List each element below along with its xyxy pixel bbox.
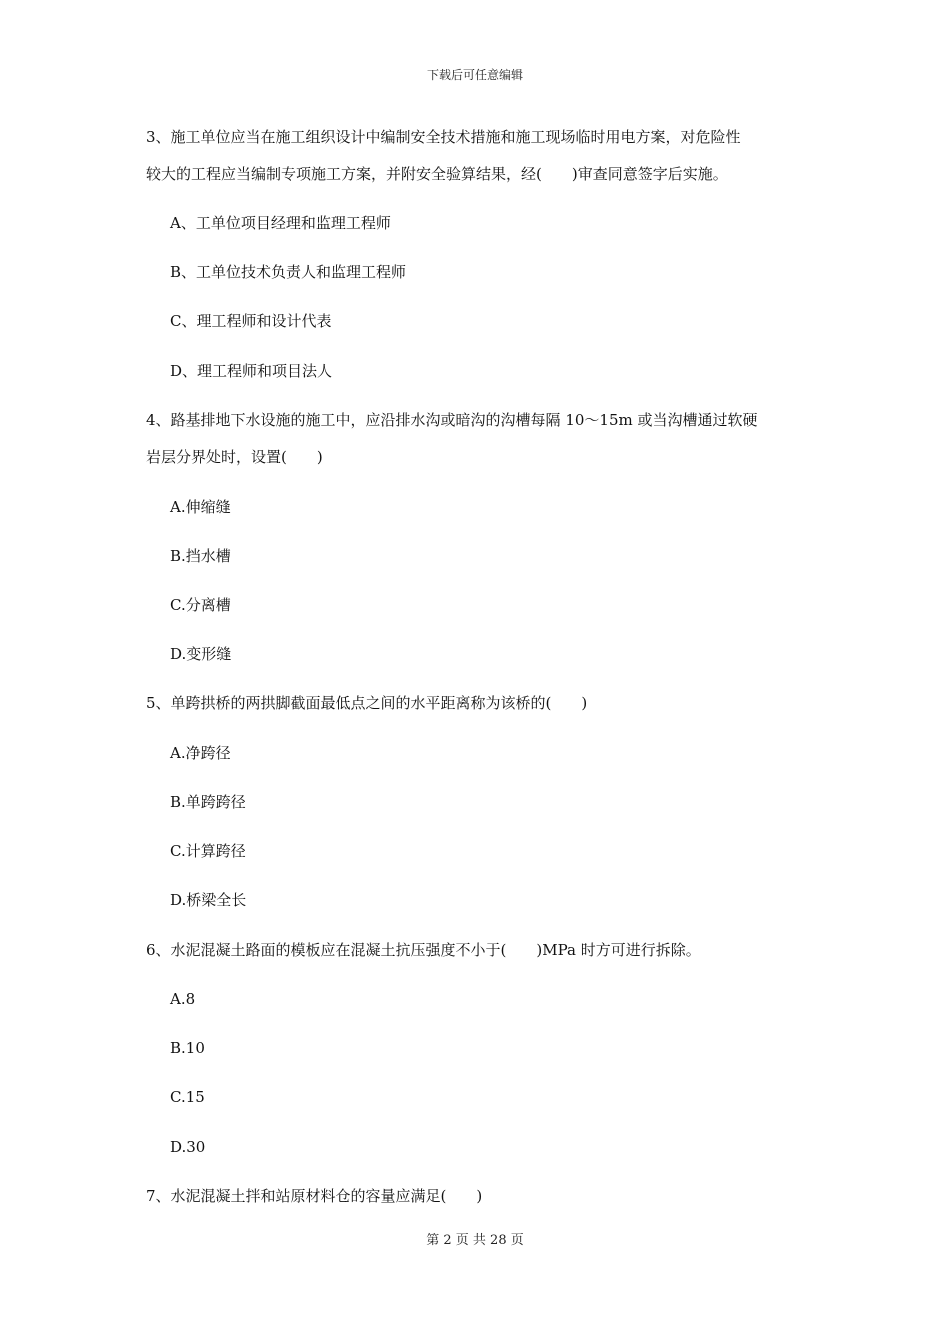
- question-3-line-2: 较大的工程应当编制专项施工方案，并附安全验算结果，经( )审查同意签字后实施。: [146, 165, 728, 183]
- question-4-option-c: C.分离槽: [170, 596, 231, 614]
- question-3-line-1: 3、施工单位应当在施工组织设计中编制安全技术措施和施工现场临时用电方案，对危险性: [146, 128, 741, 146]
- question-3-option-d: D、理工程师和项目法人: [170, 362, 333, 380]
- question-5-option-c: C.计算跨径: [170, 842, 246, 860]
- page-header: 下载后可任意编辑: [426, 68, 523, 82]
- question-4-line-1: 4、路基排地下水设施的施工中，应沿排水沟或暗沟的沟槽每隔 10～15m 或当沟槽通过软硬: [146, 411, 758, 429]
- question-6-option-b: B.10: [170, 1039, 205, 1057]
- question-4-option-d: D.变形缝: [170, 645, 232, 663]
- question-5-option-d: D.桥梁全长: [170, 891, 247, 909]
- question-5-option-a: A.净跨径: [170, 744, 231, 762]
- question-5-line-1: 5、单跨拱桥的两拱脚截面最低点之间的水平距离称为该桥的( ): [146, 694, 588, 712]
- question-3-option-a: A、工单位项目经理和监理工程师: [170, 214, 391, 232]
- question-6-option-a: A.8: [170, 990, 196, 1008]
- question-4-option-a: A.伸缩缝: [170, 498, 231, 516]
- question-4-option-b: B.挡水槽: [170, 547, 231, 565]
- question-5-option-b: B.单跨跨径: [170, 793, 246, 811]
- page-footer: 第 2 页 共 28 页: [426, 1233, 524, 1248]
- question-4-line-2: 岩层分界处时，设置( ): [146, 448, 323, 466]
- question-6-option-d: D.30: [170, 1138, 206, 1156]
- question-3-option-c: C、理工程师和设计代表: [170, 312, 332, 330]
- question-3-option-b: B、工单位技术负责人和监理工程师: [170, 263, 407, 281]
- question-7-line-1: 7、水泥混凝土拌和站原材料仓的容量应满足( ): [146, 1187, 483, 1205]
- question-6-line-1: 6、水泥混凝土路面的模板应在混凝土抗压强度不小于( )MPa 时方可进行拆除。: [146, 941, 701, 959]
- question-6-option-c: C.15: [170, 1088, 205, 1106]
